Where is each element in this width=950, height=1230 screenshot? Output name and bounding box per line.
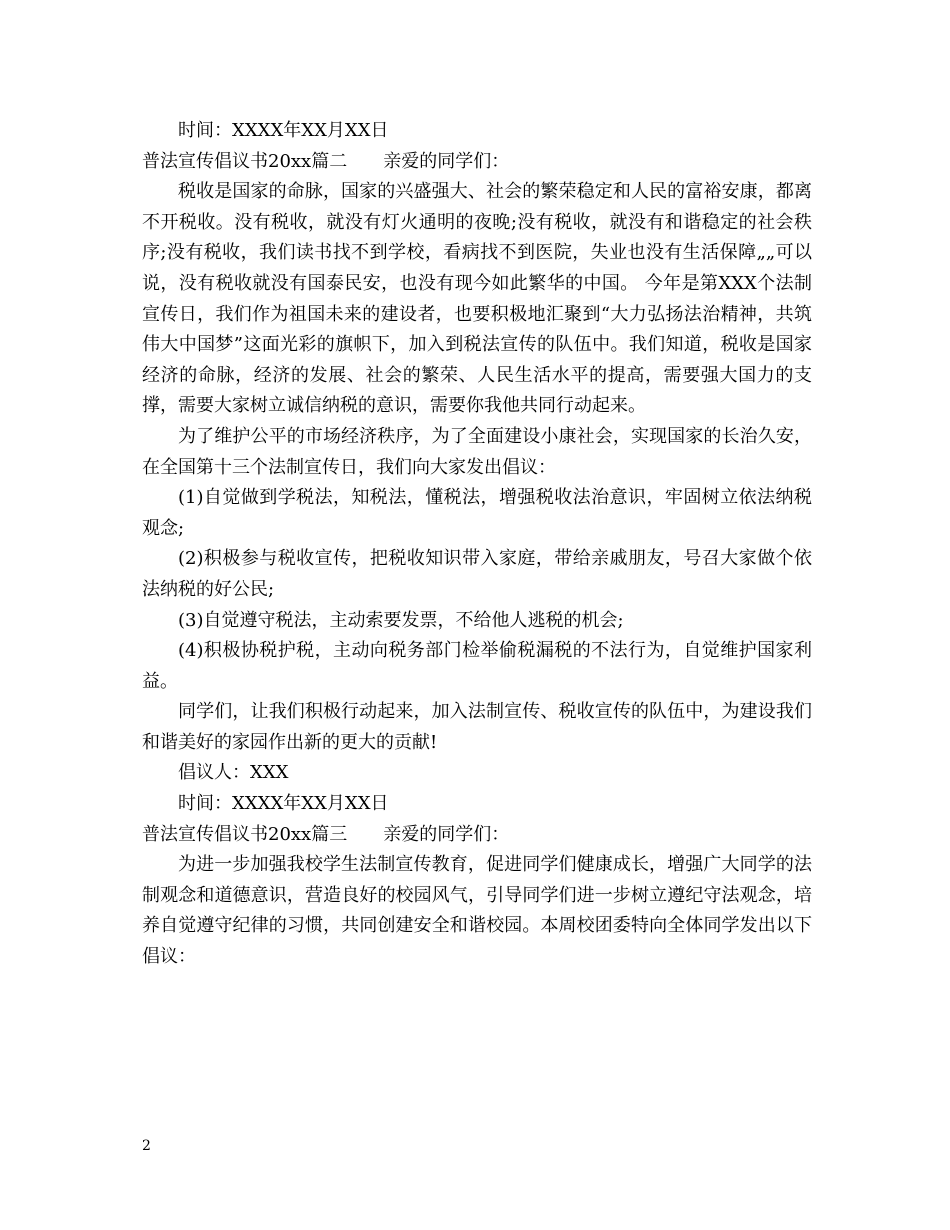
document-body	[142, 116, 812, 973]
greeting: 亲爱的同学们：	[383, 150, 510, 172]
paragraph-school-proposal: 为进一步加强我校学生法制宣传教育，促进同学们健康成长，增强广大同学的法制观念和道德意识，营造良好的校园风气，引导同学们进一步树立遵纪守法观念，培养自觉遵守纪律的习惯，共同创建安全和谐校园。本周校团委特向全体同学发出以下倡议：	[142, 854, 812, 968]
section-heading-2	[142, 147, 812, 178]
date-line: 时间：XXXX年XX月XX日	[178, 120, 389, 141]
proposal-item-4: (4)积极协税护税，主动向税务部门检举偷税漏税的不法行为，自觉维护国家利益。	[142, 640, 812, 692]
section-heading-3	[142, 820, 812, 851]
paragraph-proposal-intro: 为了维护公平的市场经济秩序，为了全面建设小康社会，实现国家的长治久安，在全国第十三个法制宣传日，我们向大家发出倡议：	[142, 425, 812, 478]
proposal-item-2: (2)积极参与税收宣传，把税收知识带入家庭，带给亲戚朋友，号召大家做个依法纳税的好公民;	[142, 548, 812, 600]
section-title: 普法宣传倡议书20xx篇二	[142, 150, 348, 172]
section-title: 普法宣传倡议书20xx篇三	[142, 823, 348, 845]
date-line-2: 时间：XXXX年XX月XX日	[178, 793, 389, 815]
page-number: 2	[142, 1138, 151, 1154]
proposer-line: 倡议人：XXX	[178, 762, 289, 784]
proposal-item-1: (1)自觉做到学税法，知税法，懂税法，增强税收法治意识，牢固树立依法纳税观念;	[142, 487, 812, 539]
greeting: 亲爱的同学们：	[383, 823, 510, 845]
paragraph-tax-importance: 税收是国家的命脉，国家的兴盛强大、社会的繁荣稳定和人民的富裕安康，都离不开税收。没有税收，就没有灯火通明的夜晚;没有税收，就没有和谐稳定的社会秩序;没有税收，我们读书找不到学校，看病找不到医院，失业也没有生活保障„„可以说，没有税收就没有国泰民安，也没有现今如此繁华的中国。 今年是第XXX个法制宣传日，我们作为祖国未来的建设者，也要积极地汇聚到“大力弘扬法治精神，共筑伟大中国梦”这面光彩的旗帜下，加入到税法宣传的队伍中。我们知道，税收是国家经济的命脉，经济的发展、社会的繁荣、人民生活水平的提高，需要强大国力的支撑，需要大家树立诚信纳税的意识，需要你我他共同行动起来。	[142, 181, 812, 417]
proposal-item-3: (3)自觉遵守税法，主动索要发票，不给他人逃税的机会;	[178, 609, 624, 631]
paragraph-closing: 同学们，让我们积极行动起来，加入法制宣传、税收宣传的队伍中，为建设我们和谐美好的家园作出新的更大的贡献!	[142, 701, 812, 753]
